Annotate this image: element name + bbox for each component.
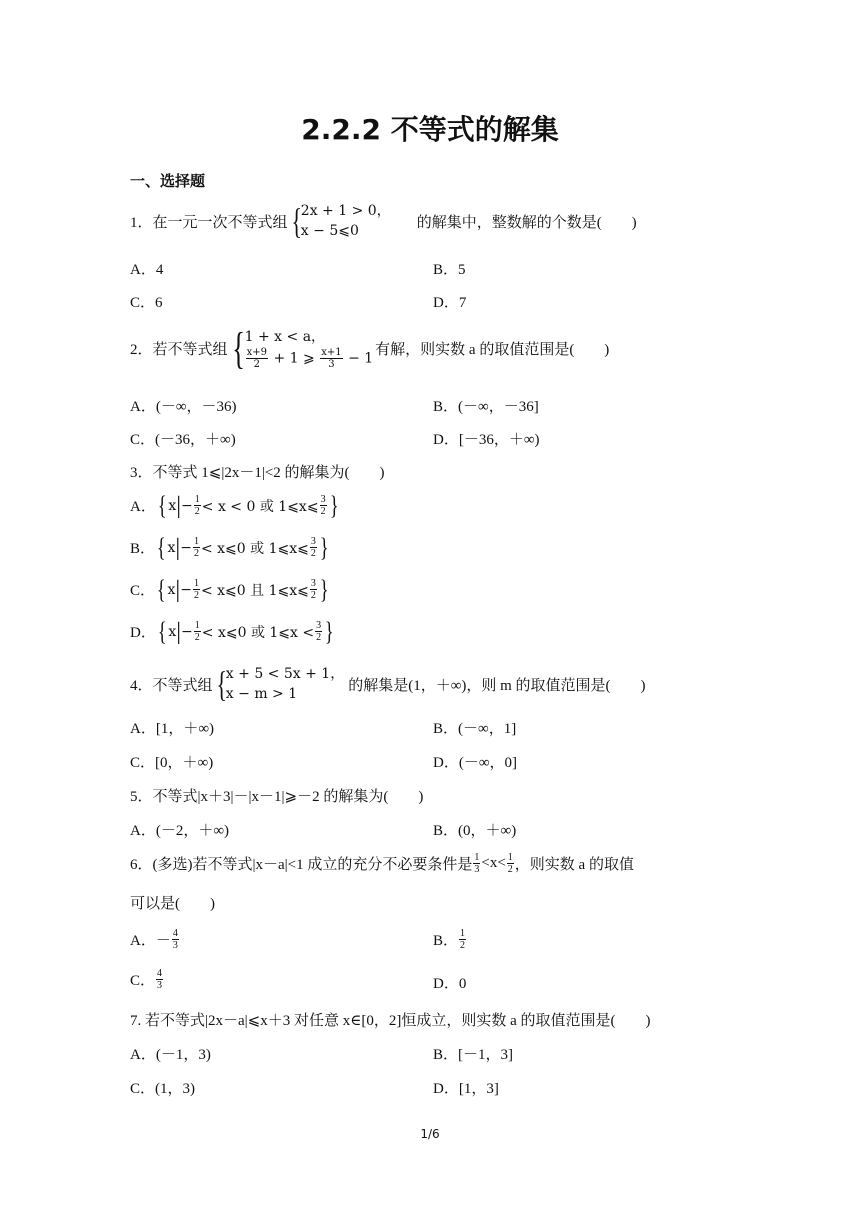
left-brace-icon: { — [157, 616, 167, 646]
section-heading: 一、选择题 — [130, 172, 206, 190]
question-5-option-b: B．(0，＋∞) — [433, 823, 517, 839]
set-variable: x — [168, 497, 177, 514]
question-4-option-d: D．(－∞，0] — [433, 755, 518, 771]
question-3-stem: 3．不等式 1⩽|2x－1|<2 的解集为( ) — [130, 465, 385, 481]
question-1-system — [301, 201, 391, 241]
question-1-suffix: 的解集中，整数解的个数是( ) — [416, 214, 637, 231]
question-4-system — [226, 664, 344, 704]
question-1-eq2: x − 5⩽0 — [300, 223, 359, 239]
question-5-stem: 5．不等式|x＋3|－|x－1|⩾－2 的解集为( ) — [130, 789, 424, 805]
option-label: C． — [130, 583, 156, 599]
question-1-option-c: C．6 — [130, 295, 163, 311]
fraction: $\frac{4}{3}$ — [157, 968, 163, 991]
option-label: B． — [433, 933, 459, 949]
fraction: $\frac{1}{2}$ — [194, 494, 200, 517]
question-1-option-d: D．7 — [433, 295, 467, 311]
question-4-prefix: 4．不等式组 — [130, 677, 213, 694]
fraction: $\frac{3}{2}$ — [316, 620, 322, 643]
question-4-option-a: A．[1，＋∞) — [130, 721, 215, 737]
question-2-option-d: D．[－36，＋∞) — [433, 432, 540, 448]
question-7-option-d: D．[1，3] — [433, 1081, 499, 1097]
brace-icon: { — [290, 201, 302, 241]
question-2-eq2-mid: + 1 ⩾ — [273, 350, 315, 367]
question-6-option-b — [433, 928, 467, 951]
question-7-option-b: B．[－1，3] — [433, 1047, 513, 1063]
left-brace-icon: { — [156, 532, 166, 562]
question-4-option-b: B．(－∞，1] — [433, 721, 517, 737]
question-2-option-c: C．(－36，＋∞) — [130, 432, 236, 448]
fraction: $\frac{3}{2}$ — [310, 536, 316, 559]
question-6-option-a — [130, 928, 180, 951]
set-variable: x — [167, 581, 176, 598]
option-label: D． — [130, 625, 156, 641]
set-condition: < x < 0 或 1⩽x⩽ — [201, 498, 319, 515]
option-label: A． — [130, 499, 156, 515]
fraction: $\frac{x+9}{2}$ — [246, 347, 268, 370]
right-brace-icon: } — [319, 574, 329, 604]
page-number: 1/6 — [420, 1127, 440, 1141]
question-1 — [130, 201, 637, 241]
set-variable: x — [168, 623, 177, 640]
set-condition: < x⩽0 或 1⩽x < — [201, 624, 315, 641]
question-1-option-b: B．5 — [433, 262, 466, 278]
question-6-stem — [130, 852, 634, 875]
question-7-option-c: C．(1，3) — [130, 1081, 195, 1097]
question-2-option-a: A．(－∞，－36) — [130, 399, 237, 415]
left-brace-icon: { — [157, 490, 167, 520]
fraction: $\frac{3}{2}$ — [310, 578, 316, 601]
brace-icon: { — [231, 323, 245, 373]
set-bar-icon: | — [175, 576, 181, 603]
question-7-option-a: A．(－1，3) — [130, 1047, 211, 1063]
fraction: $\frac{1}{2}$ — [194, 620, 200, 643]
set-variable: x — [167, 539, 176, 556]
set-bar-icon: | — [176, 492, 182, 519]
question-4-eq2: x − m > 1 — [225, 686, 298, 702]
page-title: 2.2.2 不等式的解集 — [301, 113, 559, 146]
minus-sign: − — [181, 623, 193, 640]
question-4-eq1: x + 5 < 5x + 1， — [225, 666, 345, 682]
question-2 — [130, 323, 610, 373]
set-bar-icon: | — [176, 618, 182, 645]
question-6-stem-a: 6．(多选)若不等式|x－a|<1 成立的充分不必要条件是 — [130, 857, 473, 873]
question-2-prefix: 2．若不等式组 — [130, 342, 228, 358]
question-6-stem-c: ，则实数 a 的取值 — [514, 857, 634, 873]
question-3-option-b — [130, 532, 330, 562]
question-3-option-c — [130, 574, 330, 604]
question-2-option-b: B．(－∞，－36] — [433, 399, 539, 415]
question-7-stem: 7. 若不等式|2x－a|⩽x＋3 对任意 x∈[0，2]恒成立，则实数 a 的取值范围是( ) — [130, 1013, 651, 1029]
question-4-option-c: C．[0，＋∞) — [130, 755, 214, 771]
question-1-eq1: 2x + 1 > 0， — [300, 203, 391, 219]
question-4 — [130, 664, 646, 704]
question-3-option-d — [130, 616, 336, 646]
fraction: $\frac{1}{2}$ — [193, 578, 199, 601]
question-2-suffix: 有解，则实数 a 的取值范围是( ) — [375, 342, 610, 358]
right-brace-icon: } — [319, 532, 329, 562]
question-6-stem-line2: 可以是( ) — [130, 896, 215, 912]
question-5-option-a: A．(－2，＋∞) — [130, 823, 230, 839]
fraction: $\frac{4}{3}$ — [172, 928, 178, 951]
question-6-option-c — [130, 968, 164, 991]
set-condition: < x⩽0 或 1⩽x⩽ — [200, 540, 309, 557]
right-brace-icon: } — [329, 490, 339, 520]
question-6-stem-b: <x< — [481, 855, 506, 871]
fraction: $\frac{3}{2}$ — [320, 494, 326, 517]
fraction: $\frac{x+1}{3}$ — [321, 347, 342, 370]
option-label: B． — [130, 541, 156, 557]
fraction: $\frac{1}{2}$ — [460, 928, 466, 951]
brace-icon: { — [215, 664, 227, 704]
fraction: $\frac{1}{3}$ — [474, 852, 480, 875]
right-brace-icon: } — [324, 616, 334, 646]
set-condition: < x⩽0 且 1⩽x⩽ — [200, 582, 309, 599]
minus-sign: − — [180, 581, 192, 598]
minus-sign: − — [181, 497, 193, 514]
option-label: A．－ — [130, 933, 171, 949]
left-brace-icon: { — [156, 574, 166, 604]
question-1-option-a: A．4 — [130, 262, 164, 278]
question-2-eq2-end: − 1 — [348, 350, 374, 367]
set-bar-icon: | — [175, 534, 181, 561]
question-1-prefix: 1．在一元一次不等式组 — [130, 214, 288, 231]
question-2-eq1: 1 + x < a， — [244, 329, 326, 345]
question-6-option-d: D．0 — [433, 976, 467, 992]
option-label: C． — [130, 973, 156, 989]
question-4-suffix: 的解集是(1，＋∞)，则 m 的取值范围是( ) — [348, 677, 646, 694]
question-2-system — [245, 327, 374, 370]
fraction: $\frac{1}{2}$ — [193, 536, 199, 559]
minus-sign: − — [180, 539, 192, 556]
question-3-option-a — [130, 490, 340, 520]
fraction: $\frac{1}{2}$ — [507, 852, 513, 875]
